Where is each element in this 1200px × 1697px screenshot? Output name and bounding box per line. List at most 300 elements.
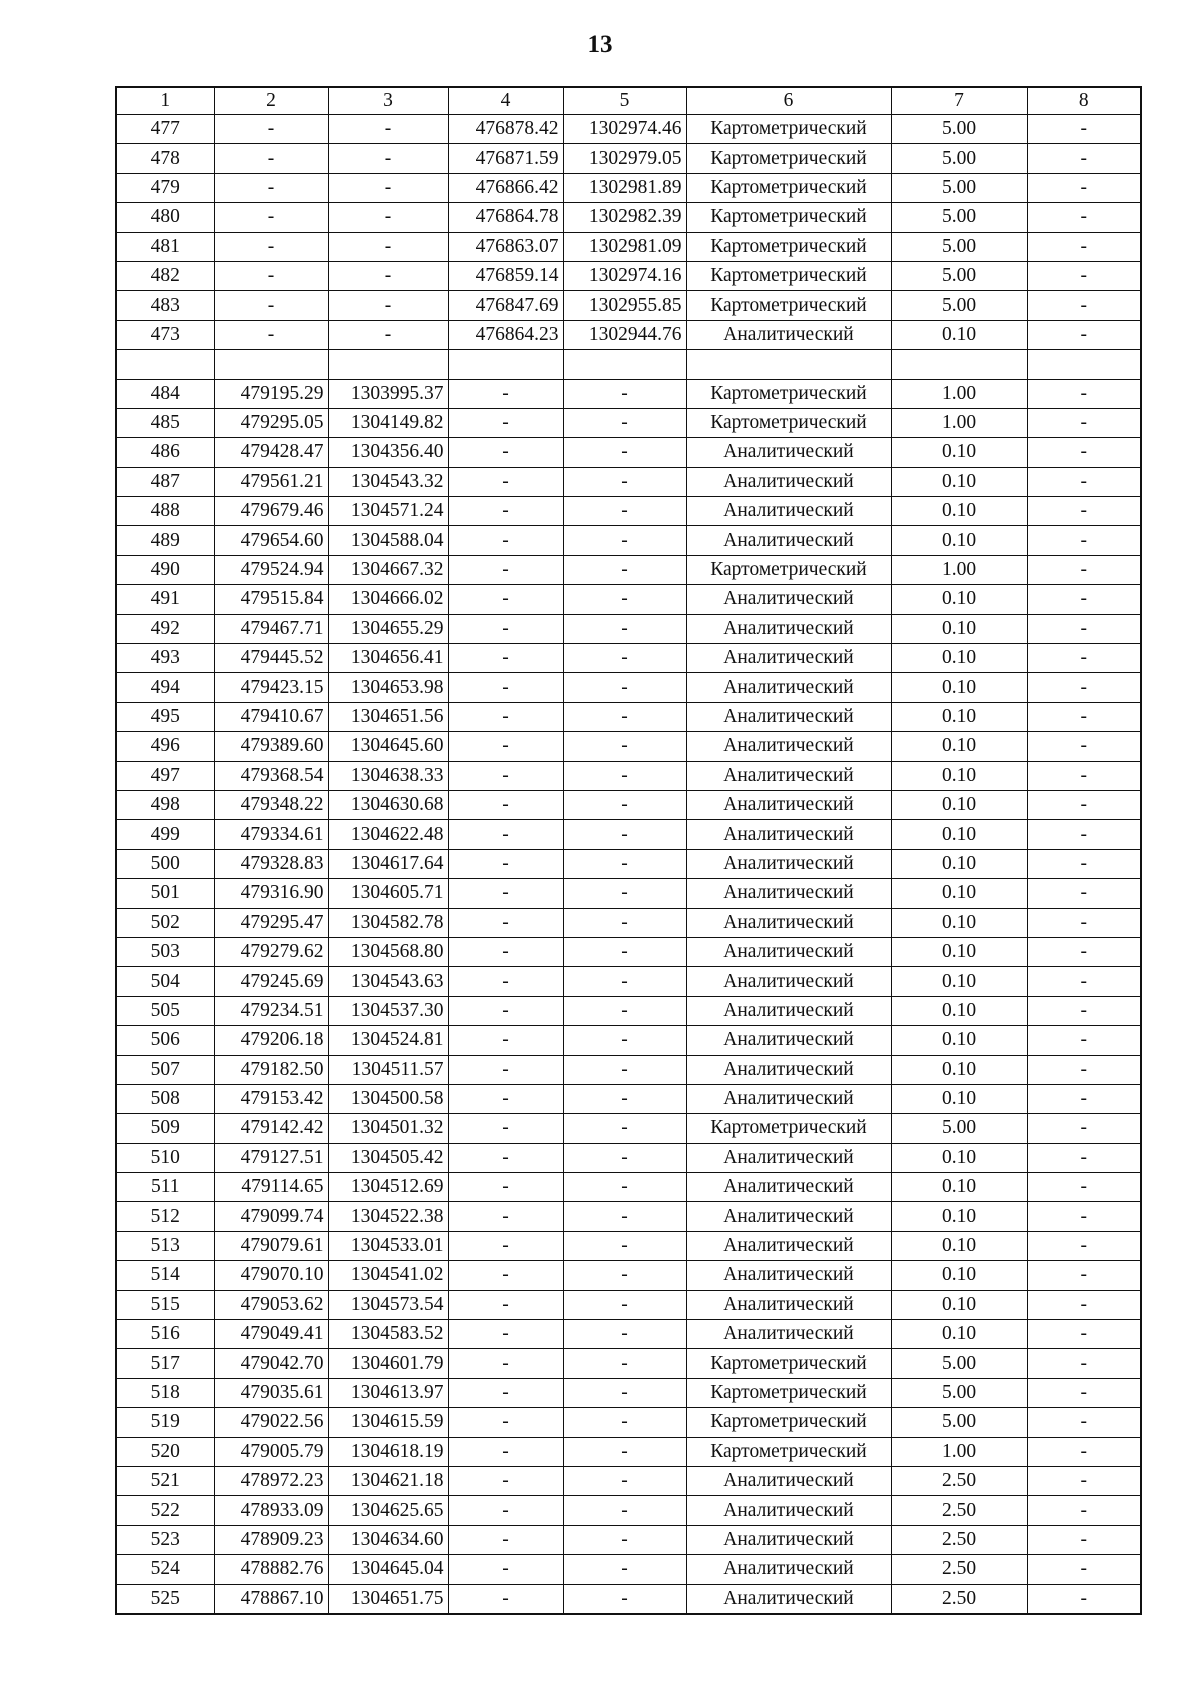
cell-y-new: -	[563, 1525, 686, 1554]
cell-x-new: 476878.42	[448, 115, 563, 144]
cell-accuracy	[891, 350, 1027, 379]
cell-description: -	[1027, 1290, 1141, 1319]
cell-x-old: 479467.71	[214, 614, 328, 643]
cell-description: -	[1027, 1320, 1141, 1349]
cell-method: Аналитический	[686, 732, 891, 761]
cell-method: Картометрический	[686, 1437, 891, 1466]
cell-method: Картометрический	[686, 1349, 891, 1378]
cell-x-new: -	[448, 790, 563, 819]
cell-description: -	[1027, 467, 1141, 496]
table-row	[116, 879, 1141, 908]
cell-x-old: 479428.47	[214, 438, 328, 467]
cell-method: Аналитический	[686, 1143, 891, 1172]
cell-y-new: 1302944.76	[563, 320, 686, 349]
cell-y-new: -	[563, 1290, 686, 1319]
cell-x-old: 479348.22	[214, 790, 328, 819]
cell-accuracy: 0.10	[891, 1084, 1027, 1113]
cell-y-new: -	[563, 1349, 686, 1378]
cell-accuracy: 5.00	[891, 1408, 1027, 1437]
cell-method: Аналитический	[686, 1290, 891, 1319]
cell-point-number: 488	[116, 497, 214, 526]
cell-method: Картометрический	[686, 232, 891, 261]
table-row	[116, 1084, 1141, 1113]
cell-method: Аналитический	[686, 1202, 891, 1231]
cell-x-new: -	[448, 1290, 563, 1319]
table-row	[116, 1114, 1141, 1143]
cell-point-number: 522	[116, 1496, 214, 1525]
cell-accuracy: 0.10	[891, 585, 1027, 614]
cell-x-new: -	[448, 644, 563, 673]
table-row	[116, 1555, 1141, 1584]
cell-y-old: 1303995.37	[328, 379, 448, 408]
cell-accuracy: 2.50	[891, 1466, 1027, 1495]
cell-y-old: 1304645.60	[328, 732, 448, 761]
cell-description: -	[1027, 1026, 1141, 1055]
cell-method: Аналитический	[686, 1231, 891, 1260]
cell-x-old: 479070.10	[214, 1261, 328, 1290]
cell-x-old: 479114.65	[214, 1173, 328, 1202]
cell-x-new: -	[448, 1349, 563, 1378]
cell-y-old: 1304588.04	[328, 526, 448, 555]
table-row	[116, 1290, 1141, 1319]
cell-accuracy: 0.10	[891, 1026, 1027, 1055]
column-header-8: 8	[1027, 87, 1141, 115]
cell-x-old: 479328.83	[214, 849, 328, 878]
cell-x-old: 479295.05	[214, 408, 328, 437]
cell-y-old: 1304615.59	[328, 1408, 448, 1437]
table-row	[116, 790, 1141, 819]
cell-x-old: 479153.42	[214, 1084, 328, 1113]
table-row	[116, 644, 1141, 673]
cell-method: Аналитический	[686, 644, 891, 673]
cell-y-new: 1302981.09	[563, 232, 686, 261]
cell-y-new: -	[563, 467, 686, 496]
cell-x-old: 479654.60	[214, 526, 328, 555]
cell-description: -	[1027, 1408, 1141, 1437]
cell-x-new: -	[448, 1496, 563, 1525]
cell-y-old: 1304651.56	[328, 702, 448, 731]
cell-y-new: -	[563, 1114, 686, 1143]
cell-description: -	[1027, 1173, 1141, 1202]
cell-accuracy: 0.10	[891, 1143, 1027, 1172]
cell-y-new	[563, 350, 686, 379]
cell-y-new: -	[563, 1555, 686, 1584]
cell-method: Картометрический	[686, 1408, 891, 1437]
cell-x-old: -	[214, 173, 328, 202]
cell-accuracy: 5.00	[891, 203, 1027, 232]
cell-x-new: 476859.14	[448, 261, 563, 290]
cell-x-new: -	[448, 1378, 563, 1407]
cell-point-number: 521	[116, 1466, 214, 1495]
table-row	[116, 614, 1141, 643]
cell-x-old: 479053.62	[214, 1290, 328, 1319]
cell-y-old: 1304543.63	[328, 967, 448, 996]
cell-y-old: 1304533.01	[328, 1231, 448, 1260]
cell-accuracy: 0.10	[891, 526, 1027, 555]
cell-accuracy: 0.10	[891, 937, 1027, 966]
cell-description: -	[1027, 1261, 1141, 1290]
cell-x-new: -	[448, 1231, 563, 1260]
cell-x-old: 478867.10	[214, 1584, 328, 1614]
cell-x-new: -	[448, 967, 563, 996]
cell-y-old: 1304651.75	[328, 1584, 448, 1614]
cell-y-old: 1304356.40	[328, 438, 448, 467]
cell-method	[686, 350, 891, 379]
cell-y-old: 1304500.58	[328, 1084, 448, 1113]
cell-x-new: -	[448, 1584, 563, 1614]
cell-y-old: 1304568.80	[328, 937, 448, 966]
cell-x-new: -	[448, 497, 563, 526]
cell-method: Аналитический	[686, 585, 891, 614]
cell-point-number: 514	[116, 1261, 214, 1290]
cell-x-new: -	[448, 1026, 563, 1055]
cell-point-number: 477	[116, 115, 214, 144]
cell-accuracy: 0.10	[891, 820, 1027, 849]
cell-method: Аналитический	[686, 1555, 891, 1584]
cell-x-new: -	[448, 1173, 563, 1202]
table-row	[116, 1055, 1141, 1084]
cell-x-old: 478882.76	[214, 1555, 328, 1584]
cell-point-number: 484	[116, 379, 214, 408]
cell-y-new: -	[563, 1466, 686, 1495]
table-row	[116, 1496, 1141, 1525]
cell-description: -	[1027, 173, 1141, 202]
cell-method: Аналитический	[686, 908, 891, 937]
cell-description: -	[1027, 849, 1141, 878]
table-row	[116, 761, 1141, 790]
cell-description: -	[1027, 1114, 1141, 1143]
cell-method: Картометрический	[686, 379, 891, 408]
cell-method: Картометрический	[686, 408, 891, 437]
table-row	[116, 291, 1141, 320]
cell-y-old: 1304537.30	[328, 996, 448, 1025]
cell-x-old: 479279.62	[214, 937, 328, 966]
cell-y-new: -	[563, 1378, 686, 1407]
cell-description: -	[1027, 261, 1141, 290]
cell-x-new: -	[448, 732, 563, 761]
cell-x-old: 479679.46	[214, 497, 328, 526]
table-row	[116, 908, 1141, 937]
cell-method: Аналитический	[686, 761, 891, 790]
cell-point-number: 502	[116, 908, 214, 937]
cell-y-old: 1304573.54	[328, 1290, 448, 1319]
cell-y-new: -	[563, 996, 686, 1025]
column-header-4: 4	[448, 87, 563, 115]
page-number: 13	[587, 31, 613, 58]
cell-point-number: 479	[116, 173, 214, 202]
cell-method: Картометрический	[686, 1114, 891, 1143]
cell-point-number: 486	[116, 438, 214, 467]
cell-x-new: 476847.69	[448, 291, 563, 320]
cell-description: -	[1027, 232, 1141, 261]
cell-y-old: 1304613.97	[328, 1378, 448, 1407]
cell-y-old: 1304149.82	[328, 408, 448, 437]
cell-y-new: -	[563, 908, 686, 937]
table-row	[116, 732, 1141, 761]
cell-method: Картометрический	[686, 555, 891, 584]
table-row	[116, 1173, 1141, 1202]
cell-description: -	[1027, 438, 1141, 467]
cell-accuracy: 5.00	[891, 1378, 1027, 1407]
cell-x-old: -	[214, 320, 328, 349]
table-row	[116, 1261, 1141, 1290]
cell-y-old: 1304634.60	[328, 1525, 448, 1554]
cell-y-new: -	[563, 967, 686, 996]
cell-x-new: -	[448, 761, 563, 790]
table-row	[116, 350, 1141, 379]
table-row	[116, 967, 1141, 996]
cell-point-number: 504	[116, 967, 214, 996]
cell-y-new: -	[563, 585, 686, 614]
cell-x-old: 479005.79	[214, 1437, 328, 1466]
cell-description: -	[1027, 1202, 1141, 1231]
cell-description	[1027, 350, 1141, 379]
cell-x-new: -	[448, 1408, 563, 1437]
cell-x-new: -	[448, 1320, 563, 1349]
cell-method: Аналитический	[686, 1320, 891, 1349]
table-row	[116, 115, 1141, 144]
cell-x-old: 479099.74	[214, 1202, 328, 1231]
cell-x-new: -	[448, 996, 563, 1025]
cell-accuracy: 5.00	[891, 1349, 1027, 1378]
cell-x-new: -	[448, 1055, 563, 1084]
cell-x-new: -	[448, 1261, 563, 1290]
cell-y-old: 1304505.42	[328, 1143, 448, 1172]
cell-method: Аналитический	[686, 1466, 891, 1495]
cell-description: -	[1027, 526, 1141, 555]
cell-x-new: -	[448, 1202, 563, 1231]
cell-x-old: 479389.60	[214, 732, 328, 761]
cell-x-new: 476864.78	[448, 203, 563, 232]
cell-y-old: 1304543.32	[328, 467, 448, 496]
cell-y-old: -	[328, 115, 448, 144]
table-row	[116, 555, 1141, 584]
cell-accuracy: 0.10	[891, 1173, 1027, 1202]
cell-accuracy: 0.10	[891, 614, 1027, 643]
cell-method: Картометрический	[686, 291, 891, 320]
table-row	[116, 1437, 1141, 1466]
column-header-2: 2	[214, 87, 328, 115]
cell-description: -	[1027, 320, 1141, 349]
cell-y-old: 1304571.24	[328, 497, 448, 526]
cell-y-old: 1304605.71	[328, 879, 448, 908]
cell-y-old: 1304653.98	[328, 673, 448, 702]
cell-method: Аналитический	[686, 497, 891, 526]
cell-accuracy: 0.10	[891, 1320, 1027, 1349]
cell-accuracy: 2.50	[891, 1555, 1027, 1584]
cell-y-new: -	[563, 1143, 686, 1172]
cell-method: Аналитический	[686, 996, 891, 1025]
coordinates-table	[115, 86, 1142, 1615]
cell-x-new: 476871.59	[448, 144, 563, 173]
cell-y-old: 1304541.02	[328, 1261, 448, 1290]
cell-description: -	[1027, 1084, 1141, 1113]
cell-x-new	[448, 350, 563, 379]
cell-method: Аналитический	[686, 673, 891, 702]
cell-point-number: 520	[116, 1437, 214, 1466]
cell-x-old: 479245.69	[214, 967, 328, 996]
cell-y-old: 1304522.38	[328, 1202, 448, 1231]
cell-description: -	[1027, 996, 1141, 1025]
cell-y-new: 1302981.89	[563, 173, 686, 202]
cell-x-old: 479022.56	[214, 1408, 328, 1437]
cell-y-old: 1304656.41	[328, 644, 448, 673]
cell-point-number: 516	[116, 1320, 214, 1349]
cell-y-old: 1304524.81	[328, 1026, 448, 1055]
cell-point-number: 508	[116, 1084, 214, 1113]
cell-description: -	[1027, 1437, 1141, 1466]
cell-x-new: -	[448, 820, 563, 849]
cell-y-new: -	[563, 1584, 686, 1614]
cell-method: Картометрический	[686, 203, 891, 232]
cell-y-new: -	[563, 732, 686, 761]
cell-accuracy: 2.50	[891, 1584, 1027, 1614]
cell-accuracy: 0.10	[891, 996, 1027, 1025]
table-row	[116, 320, 1141, 349]
table-row	[116, 996, 1141, 1025]
cell-x-old: 479561.21	[214, 467, 328, 496]
cell-point-number: 487	[116, 467, 214, 496]
cell-method: Аналитический	[686, 967, 891, 996]
cell-accuracy: 0.10	[891, 644, 1027, 673]
table-row	[116, 467, 1141, 496]
cell-x-new: -	[448, 614, 563, 643]
cell-point-number: 505	[116, 996, 214, 1025]
cell-y-new: 1302974.16	[563, 261, 686, 290]
cell-y-old: 1304501.32	[328, 1114, 448, 1143]
cell-y-new: -	[563, 849, 686, 878]
cell-point-number: 515	[116, 1290, 214, 1319]
table-row	[116, 1231, 1141, 1260]
cell-point-number: 500	[116, 849, 214, 878]
cell-accuracy: 1.00	[891, 379, 1027, 408]
cell-method: Аналитический	[686, 1055, 891, 1084]
cell-y-new: -	[563, 1437, 686, 1466]
cell-point-number: 524	[116, 1555, 214, 1584]
cell-accuracy: 0.10	[891, 467, 1027, 496]
cell-accuracy: 5.00	[891, 144, 1027, 173]
cell-y-old: 1304512.69	[328, 1173, 448, 1202]
table-row	[116, 1466, 1141, 1495]
cell-description: -	[1027, 820, 1141, 849]
cell-method: Аналитический	[686, 614, 891, 643]
cell-y-new: -	[563, 790, 686, 819]
cell-method: Аналитический	[686, 937, 891, 966]
cell-method: Аналитический	[686, 1496, 891, 1525]
cell-description: -	[1027, 497, 1141, 526]
cell-y-new: -	[563, 820, 686, 849]
cell-y-new: 1302979.05	[563, 144, 686, 173]
cell-method: Аналитический	[686, 1084, 891, 1113]
cell-description: -	[1027, 1584, 1141, 1614]
cell-x-new: -	[448, 1114, 563, 1143]
cell-method: Аналитический	[686, 1261, 891, 1290]
cell-point-number: 483	[116, 291, 214, 320]
cell-description: -	[1027, 790, 1141, 819]
cell-description: -	[1027, 761, 1141, 790]
cell-y-new: -	[563, 761, 686, 790]
table-row	[116, 702, 1141, 731]
table-row	[116, 1378, 1141, 1407]
cell-point-number: 510	[116, 1143, 214, 1172]
cell-accuracy: 5.00	[891, 232, 1027, 261]
cell-y-new: -	[563, 379, 686, 408]
cell-method: Картометрический	[686, 173, 891, 202]
cell-x-old: 479316.90	[214, 879, 328, 908]
cell-y-new: -	[563, 408, 686, 437]
cell-description: -	[1027, 1055, 1141, 1084]
cell-y-new: -	[563, 702, 686, 731]
cell-x-old: 479127.51	[214, 1143, 328, 1172]
cell-x-old: 479195.29	[214, 379, 328, 408]
cell-point-number: 473	[116, 320, 214, 349]
cell-accuracy: 2.50	[891, 1496, 1027, 1525]
table-row	[116, 1525, 1141, 1554]
cell-y-new: -	[563, 1408, 686, 1437]
table-row	[116, 849, 1141, 878]
cell-method: Картометрический	[686, 261, 891, 290]
table-row	[116, 173, 1141, 202]
cell-x-new: -	[448, 438, 563, 467]
cell-method: Картометрический	[686, 1378, 891, 1407]
cell-y-old: 1304666.02	[328, 585, 448, 614]
cell-x-old: 479368.54	[214, 761, 328, 790]
cell-accuracy: 5.00	[891, 1114, 1027, 1143]
cell-x-new: -	[448, 702, 563, 731]
cell-y-new: -	[563, 614, 686, 643]
cell-method: Аналитический	[686, 1026, 891, 1055]
table-row	[116, 1408, 1141, 1437]
cell-point-number: 525	[116, 1584, 214, 1614]
cell-x-new: -	[448, 379, 563, 408]
cell-y-new: -	[563, 644, 686, 673]
cell-accuracy: 1.00	[891, 1437, 1027, 1466]
cell-method: Аналитический	[686, 1584, 891, 1614]
cell-method: Аналитический	[686, 879, 891, 908]
cell-x-old: 479206.18	[214, 1026, 328, 1055]
table-row	[116, 673, 1141, 702]
cell-x-new: -	[448, 908, 563, 937]
cell-point-number: 512	[116, 1202, 214, 1231]
cell-y-old: 1304655.29	[328, 614, 448, 643]
cell-y-new: -	[563, 1084, 686, 1113]
cell-y-old: 1304617.64	[328, 849, 448, 878]
cell-y-new: -	[563, 1026, 686, 1055]
cell-y-new: -	[563, 438, 686, 467]
cell-x-new: -	[448, 673, 563, 702]
cell-point-number: 523	[116, 1525, 214, 1554]
cell-method: Аналитический	[686, 702, 891, 731]
cell-accuracy: 0.10	[891, 908, 1027, 937]
cell-point-number	[116, 350, 214, 379]
cell-accuracy: 5.00	[891, 173, 1027, 202]
cell-description: -	[1027, 644, 1141, 673]
cell-method: Аналитический	[686, 467, 891, 496]
cell-x-new: -	[448, 408, 563, 437]
cell-description: -	[1027, 115, 1141, 144]
cell-method: Аналитический	[686, 1173, 891, 1202]
cell-accuracy: 0.10	[891, 967, 1027, 996]
cell-accuracy: 0.10	[891, 702, 1027, 731]
cell-accuracy: 0.10	[891, 879, 1027, 908]
cell-method: Аналитический	[686, 820, 891, 849]
table-row	[116, 261, 1141, 290]
cell-y-new: -	[563, 879, 686, 908]
cell-x-old: 479445.52	[214, 644, 328, 673]
header-row	[116, 87, 1141, 115]
cell-point-number: 498	[116, 790, 214, 819]
cell-accuracy: 1.00	[891, 408, 1027, 437]
